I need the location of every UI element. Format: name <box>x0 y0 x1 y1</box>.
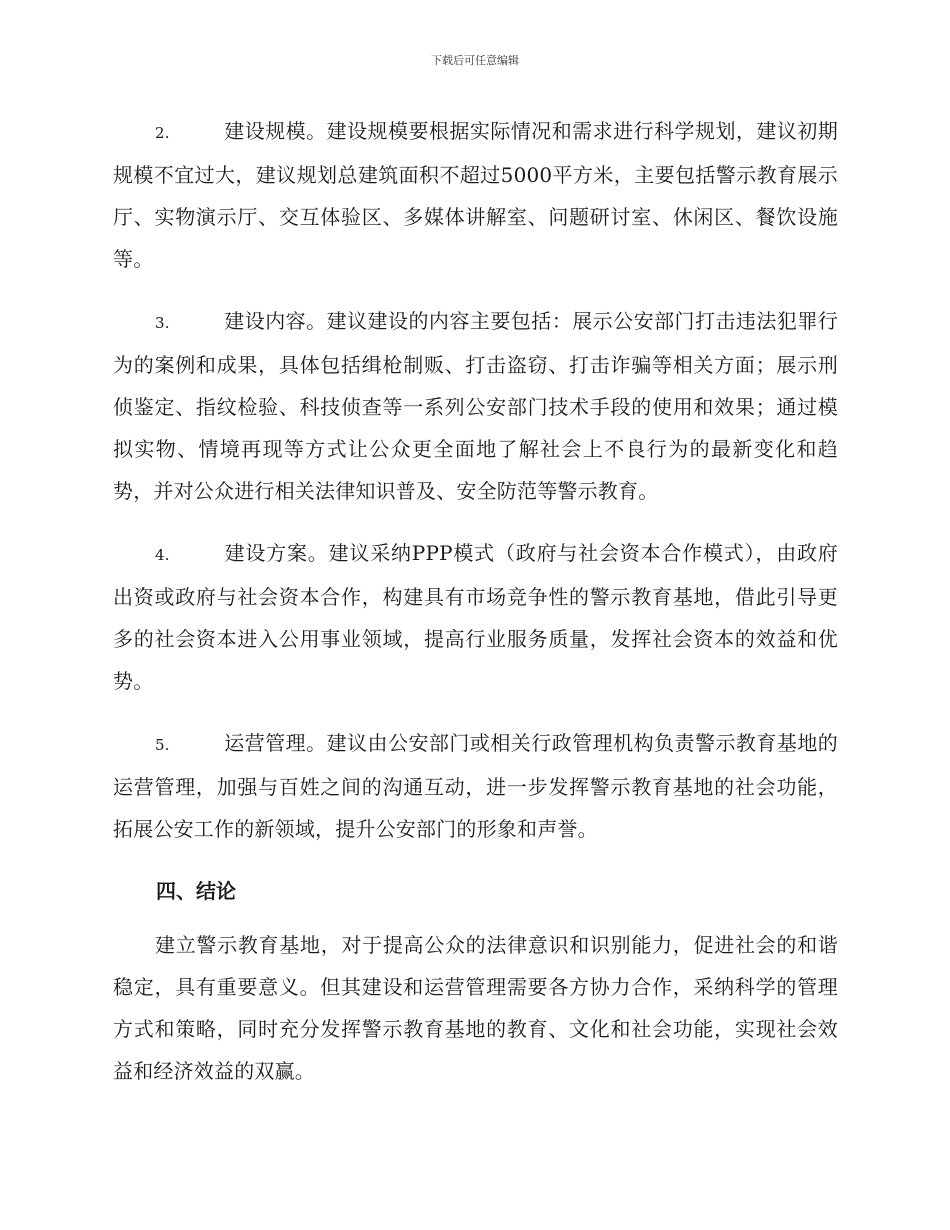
list-item-5 <box>113 722 838 850</box>
list-item-number: 4. <box>155 546 170 564</box>
list-item-text: 运营管理。建议由公安部门或相关行政管理机构负责警示教育基地的运营管理，加强与百姓之间的沟通互动，进一步发挥警示教育基地的社会功能，拓展公安工作的新领域，提升公安部门的形象和声誉。 <box>113 731 838 841</box>
page-header: 下载后可任意编辑 <box>431 54 519 67</box>
list-item-3 <box>113 300 838 512</box>
list-item-text: 建设内容。建议建设的内容主要包括：展示公安部门打击违法犯罪行为的案例和成果，具体包括缉枪制贩、打击盗窃、打击诈骗等相关方面；展示刑侦鉴定、指纹检验、科技侦查等一系列公安部门技术手段的使用和效果；通过模拟实物、情境再现等方式让公众更全面地了解社会上不良行为的最新变化和趋势，并对公众进行相关法律知识普及、安全防范等警示教育。 <box>113 309 838 503</box>
conclusion-paragraph: 建立警示教育基地，对于提高公众的法律意识和识别能力，促进社会的和谐稳定，具有重要意义。但其建设和运营管理需要各方协力合作，采纳科学的管理方式和策略，同时充分发挥警示教育基地的教育、文化和社会功能，实现社会效益和经济效益的双赢。 <box>113 933 838 1083</box>
list-item-number: 2. <box>155 124 170 142</box>
list-item-number: 3. <box>155 314 170 332</box>
list-item-text: 建设规模。建设规模要根据实际情况和需求进行科学规划，建议初期规模不宜过大，建议规划总建筑面积不超过5000平方米，主要包括警示教育展示厅、实物演示厅、交互体验区、多媒体讲解室、问题研讨室、休闲区、餐饮设施等。 <box>113 119 838 271</box>
section-heading: 四、结论 <box>156 879 236 903</box>
list-item-4 <box>113 532 838 702</box>
list-item-2 <box>113 110 838 280</box>
list-item-number: 5. <box>155 736 170 754</box>
list-item-text: 建设方案。建议采纳PPP模式（政府与社会资本合作模式），由政府出资或政府与社会资本合作，构建具有市场竞争性的警示教育基地，借此引导更多的社会资本进入公用事业领域，提高行业服务质量，发挥社会资本的效益和优势。 <box>113 541 838 693</box>
document-body <box>113 110 838 1112</box>
